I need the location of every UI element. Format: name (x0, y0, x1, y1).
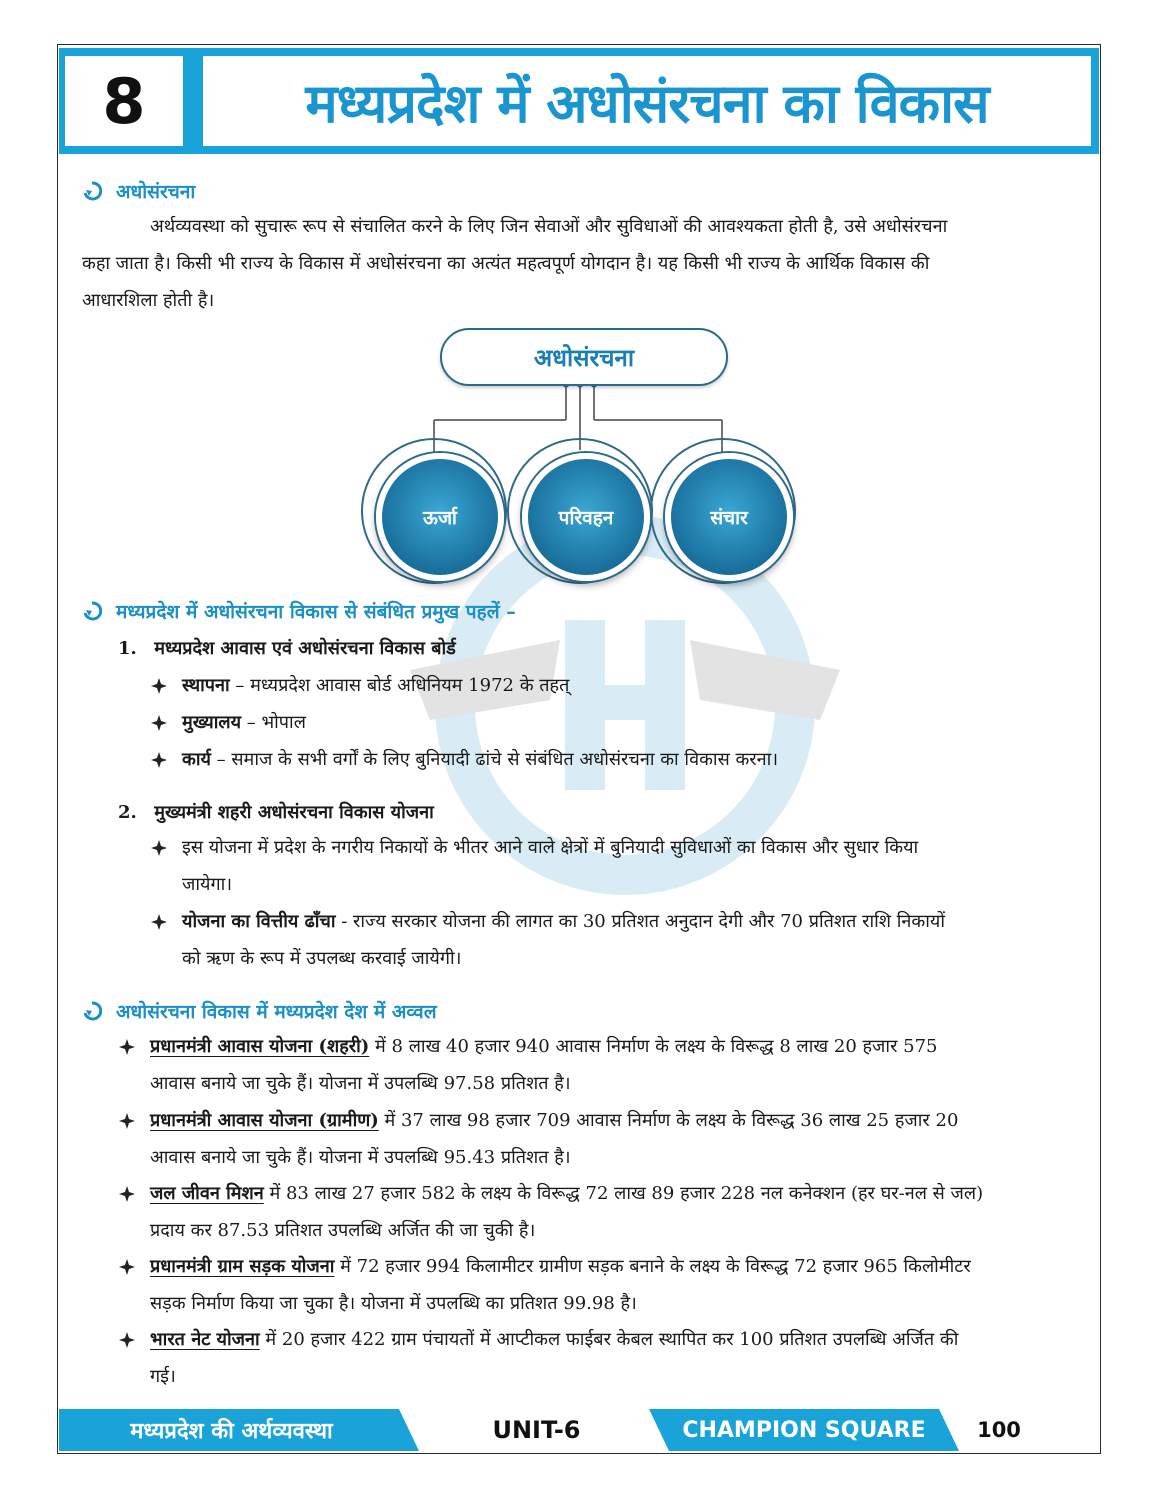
diamond-bullet-icon (150, 913, 168, 931)
diamond-bullet-icon (118, 1331, 136, 1349)
chapter-header (59, 48, 1099, 154)
section-heading-text: अधोसंरचना विकास में मध्यप्रदेश देश में अव्वल (116, 1001, 437, 1023)
section-heading-initiatives (82, 598, 516, 624)
item-number: 1. (118, 638, 137, 659)
diamond-bullet-icon (118, 1038, 136, 1056)
point-text: में 8 लाख 40 हजार 940 आवास निर्माण के लक्ष्य के विरूद्ध 8 लाख 20 हजार 575 (369, 1036, 938, 1057)
diagram-node-energy (376, 453, 504, 581)
diamond-bullet-icon (150, 677, 168, 695)
point-text: में 72 हजार 994 किलामीटर ग्रामीण सड़क बनाने के लक्ष्य के विरूद्ध 72 हजार 965 किलोमीटर (334, 1256, 971, 1277)
diagram-node-transport (522, 453, 650, 581)
diagram-node-communication (665, 453, 793, 581)
diamond-bullet-icon (118, 1185, 136, 1203)
diamond-bullet-icon (150, 714, 168, 732)
diagram-root-label: अधोसंरचना (533, 343, 635, 372)
point-label: योजना का वित्तीय ढाँचा (182, 911, 336, 932)
circular-arrow-icon (82, 1001, 102, 1021)
point-label: जल जीवन मिशन (150, 1183, 264, 1204)
page-footer (59, 1409, 1099, 1451)
chapter-number-box (65, 56, 183, 146)
item-title: मुख्यमंत्री शहरी अधोसंरचना विकास योजना (154, 802, 434, 823)
point-label: भारत नेट योजना (150, 1329, 260, 1350)
list-item (118, 1248, 1078, 1322)
footer-book-title: मध्यप्रदेश की अर्थव्यवस्था (130, 1419, 333, 1444)
intro-line: कहा जाता है। किसी भी राज्य के विकास में अधोसंरचना का अत्यंत महत्वपूर्ण योगदान है। यह किसी भी राज्य के आर्थिक विकास की (82, 253, 930, 274)
point-label: स्थापना (182, 675, 230, 696)
list-item (150, 704, 1078, 741)
list-item (118, 1028, 1078, 1102)
point-text: जायेगा। (182, 874, 233, 895)
diagram-root-node (440, 328, 728, 386)
numbered-item-1 (118, 636, 456, 660)
diagram-node-label: परिवहन (558, 507, 614, 529)
list-item (150, 829, 1078, 903)
numbered-item-2 (118, 800, 434, 824)
point-text: इस योजना में प्रदेश के नगरीय निकायों के भीतर आने वाले क्षेत्रों में बुनियादी सुविधाओं का विकास और सुधार किया (182, 837, 919, 858)
diagram-node-label: ऊर्जा (423, 507, 457, 529)
circular-arrow-icon (82, 601, 102, 621)
diamond-bullet-icon (150, 751, 168, 769)
point-text: में 20 हजार 422 ग्राम पंचायतों में आप्टीकल फाईबर केबल स्थापित कर 100 प्रतिशत उपलब्धि अर्जित की (259, 1329, 959, 1350)
point-text: को ऋण के रूप में उपलब्ध करवाई जायेगी। (182, 948, 462, 969)
section-heading-mp-leader (82, 998, 437, 1024)
point-text: आवास बनाये जा चुके हैं। योजना में उपलब्धि 95.43 प्रतिशत है। (150, 1147, 571, 1168)
point-label: प्रधानमंत्री आवास योजना (शहरी) (150, 1036, 370, 1057)
point-text: आवास बनाये जा चुके हैं। योजना में उपलब्धि 97.58 प्रतिशत है। (150, 1073, 571, 1094)
point-label: प्रधानमंत्री आवास योजना (ग्रामीण) (150, 1110, 379, 1131)
footer-unit: UNIT-6 (492, 1416, 581, 1444)
diamond-bullet-icon (118, 1112, 136, 1130)
point-text: सड़क निर्माण किया जा चुका है। योजना में उपलब्धि का प्रतिशत 99.98 है। (150, 1293, 637, 1314)
point-text: गई। (150, 1366, 176, 1387)
section-heading-infrastructure (82, 178, 195, 204)
list-item (118, 1321, 1078, 1395)
list-item (150, 667, 1078, 704)
diamond-bullet-icon (150, 839, 168, 857)
point-label: कार्य (182, 749, 211, 770)
point-text: प्रदाय कर 87.53 प्रतिशत उपलब्धि अर्जित की जा चुकी है। (150, 1220, 536, 1241)
chapter-title-box (203, 56, 1091, 146)
point-text: – भोपाल (241, 712, 306, 733)
item-number: 2. (118, 802, 137, 823)
point-label: मुख्यालय (182, 712, 242, 733)
diamond-bullet-icon (118, 1258, 136, 1276)
section-heading-text: अधोसंरचना (116, 181, 196, 203)
point-text: - राज्य सरकार योजना की लागत का 30 प्रतिशत अनुदान देगी और 70 प्रतिशत राशि निकायों (335, 911, 945, 932)
intro-line: अर्थव्यवस्था को सुचारू रूप से संचालित करने के लिए जिन सेवाओं और सुविधाओं की आवश्यकता होती है, उसे अधोसंरचना (150, 216, 948, 237)
point-label: प्रधानमंत्री ग्राम सड़क योजना (150, 1256, 335, 1277)
intro-paragraph (82, 208, 1077, 319)
list-item (150, 741, 1078, 778)
infrastructure-diagram (360, 318, 800, 578)
point-text: में 37 लाख 98 हजार 709 आवास निर्माण के लक्ष्य के विरूद्ध 36 लाख 25 हजार 20 (378, 1110, 959, 1131)
list-item (118, 1102, 1078, 1176)
circular-arrow-icon (82, 181, 102, 201)
list-item (150, 903, 1078, 977)
section-heading-text: मध्यप्रदेश में अधोसंरचना विकास से संबंधित प्रमुख पहलें – (116, 601, 516, 623)
point-text: – समाज के सभी वर्गों के लिए बुनियादी ढांचे से संबंधित अधोसंरचना का विकास करना। (210, 749, 779, 770)
list-item (118, 1175, 1078, 1249)
chapter-number: 8 (102, 64, 146, 138)
chapter-title: मध्यप्रदेश में अधोसंरचना का विकास (305, 72, 989, 135)
footer-brand: CHAMPION SQUARE (682, 1417, 926, 1443)
item-title: मध्यप्रदेश आवास एवं अधोसंरचना विकास बोर्ड (154, 638, 456, 659)
intro-line: आधारशिला होती है। (82, 290, 215, 311)
page-number: 100 (977, 1418, 1021, 1442)
point-text: – मध्यप्रदेश आवास बोर्ड अधिनियम 1972 के तहत् (229, 675, 570, 696)
point-text: में 83 लाख 27 हजार 582 के लक्ष्य के विरूद्ध 72 लाख 89 हजार 228 नल कनेक्शन (हर घर-नल से जल) (263, 1183, 984, 1204)
diagram-node-label: संचार (710, 507, 748, 529)
